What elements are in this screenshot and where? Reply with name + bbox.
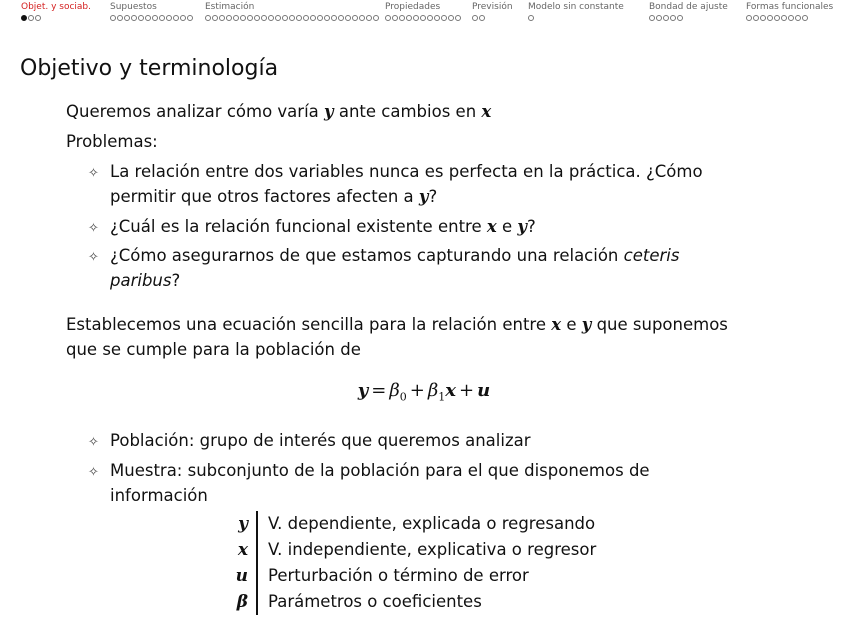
glossary-description: V. dependiente, explicada o regresando	[256, 511, 595, 537]
nav-dot[interactable]	[656, 15, 662, 21]
intro-pre: Queremos analizar cómo varía	[66, 102, 325, 121]
nav-section-estimacion[interactable]: Estimación	[205, 2, 255, 12]
nav-dot[interactable]	[746, 15, 752, 21]
glossary-row	[218, 537, 596, 563]
nav-dot[interactable]	[205, 15, 211, 21]
nav-dot[interactable]	[399, 15, 405, 21]
nav-dot[interactable]	[392, 15, 398, 21]
nav-dot[interactable]	[649, 15, 655, 21]
problem-2-var-x: x	[486, 217, 497, 236]
nav-section-propiedades[interactable]: Propiedades	[385, 2, 441, 12]
nav-section-objetivos[interactable]: Objet. y sociab.	[21, 2, 92, 12]
nav-dot[interactable]	[479, 15, 485, 21]
nav-dot[interactable]	[670, 15, 676, 21]
eq-beta1: β	[427, 380, 439, 401]
establish-post: que suponemos	[591, 315, 728, 334]
glossary-symbol: u	[235, 566, 248, 586]
muestra-line-1: Muestra: subconjunto de la población para el que disponemos de	[110, 461, 650, 480]
glossary-description: Perturbación o término de error	[256, 563, 529, 589]
nav-section-modelo-sin-constante[interactable]: Modelo sin constante	[528, 2, 624, 12]
nav-dot[interactable]	[406, 15, 412, 21]
glossary-row	[218, 563, 596, 589]
nav-dot[interactable]	[310, 15, 316, 21]
nav-section-bondad-de-ajuste[interactable]: Bondad de ajuste	[649, 2, 728, 12]
eq-y: y	[357, 380, 369, 401]
nav-dot[interactable]	[21, 15, 27, 21]
nav-dot[interactable]	[324, 15, 330, 21]
nav-dot[interactable]	[528, 15, 534, 21]
nav-dot[interactable]	[145, 15, 151, 21]
nav-dots-bondad-de-ajuste[interactable]	[649, 15, 684, 23]
nav-dot[interactable]	[296, 15, 302, 21]
problems-label: Problemas:	[66, 132, 158, 151]
nav-dot[interactable]	[677, 15, 683, 21]
poblacion-definition: Población: grupo de interés que queremos analizar	[110, 431, 531, 450]
nav-dot[interactable]	[282, 15, 288, 21]
regression-equation	[0, 380, 848, 404]
eq-equals: =	[371, 380, 387, 401]
nav-dot[interactable]	[753, 15, 759, 21]
problem-3-text: ¿Cómo asegurarnos de que estamos capturando una relación	[110, 246, 624, 265]
nav-section-supuestos[interactable]: Supuestos	[110, 2, 157, 12]
nav-dot[interactable]	[212, 15, 218, 21]
nav-dot[interactable]	[774, 15, 780, 21]
nav-dot[interactable]	[303, 15, 309, 21]
problem-1-post: ?	[428, 187, 438, 206]
establish-text: Establecemos una ecuación sencilla para la relación entre	[66, 315, 552, 334]
eq-plus-2: +	[459, 380, 475, 401]
nav-dot[interactable]	[352, 15, 358, 21]
variable-glossary	[218, 511, 596, 615]
section-navigation	[0, 0, 848, 32]
nav-dot[interactable]	[420, 15, 426, 21]
nav-dot[interactable]	[187, 15, 193, 21]
problem-2-post: ?	[526, 217, 536, 236]
glossary-description: Parámetros o coeficientes	[256, 589, 482, 615]
nav-dot[interactable]	[345, 15, 351, 21]
nav-dots-formas-funcionales[interactable]	[746, 15, 809, 23]
nav-dot[interactable]	[795, 15, 801, 21]
nav-dot[interactable]	[166, 15, 172, 21]
nav-dot[interactable]	[268, 15, 274, 21]
nav-dot[interactable]	[373, 15, 379, 21]
nav-dot[interactable]	[366, 15, 372, 21]
nav-dots-estimacion[interactable]	[205, 15, 380, 23]
nav-dot[interactable]	[35, 15, 41, 21]
nav-dot[interactable]	[124, 15, 130, 21]
nav-dot[interactable]	[427, 15, 433, 21]
problem-3-italic-ceteris: ceteris	[623, 246, 680, 265]
nav-dot[interactable]	[173, 15, 179, 21]
establish-line-2: que se cumple para la población de	[66, 340, 361, 359]
nav-dot[interactable]	[359, 15, 365, 21]
nav-dot[interactable]	[760, 15, 766, 21]
eq-u: u	[477, 380, 491, 401]
establish-line-1	[66, 315, 728, 334]
problem-1-line-1: La relación entre dos variables nunca es perfecta en la práctica. ¿Cómo	[110, 162, 703, 181]
glossary-description: V. independiente, explicativa o regresor	[256, 537, 596, 563]
nav-dot[interactable]	[434, 15, 440, 21]
establish-var-x: x	[551, 315, 562, 334]
nav-dot[interactable]	[138, 15, 144, 21]
nav-dot[interactable]	[226, 15, 232, 21]
bullet-icon: ✧	[88, 250, 99, 265]
nav-section-prevision[interactable]: Previsión	[472, 2, 513, 12]
problem-2-var-y: y	[517, 217, 527, 236]
nav-dot[interactable]	[233, 15, 239, 21]
problem-3-italic-paribus: paribus	[110, 271, 172, 290]
nav-dot[interactable]	[180, 15, 186, 21]
problem-2	[110, 217, 536, 236]
nav-dot[interactable]	[131, 15, 137, 21]
nav-dot[interactable]	[152, 15, 158, 21]
intro-var-y: y	[324, 102, 334, 121]
nav-dot[interactable]	[117, 15, 123, 21]
problem-1-text: permitir que otros factores afecten a	[110, 187, 419, 206]
problem-3-post: ?	[171, 271, 181, 290]
nav-dot[interactable]	[254, 15, 260, 21]
bullet-icon: ✧	[88, 465, 99, 480]
eq-plus-1: +	[409, 380, 425, 401]
nav-dot[interactable]	[110, 15, 116, 21]
nav-section-formas-funcionales[interactable]: Formas funcionales	[746, 2, 834, 12]
bullet-icon: ✧	[88, 166, 99, 181]
muestra-line-2: información	[110, 486, 208, 505]
nav-dot[interactable]	[802, 15, 808, 21]
problem-3-line-2	[110, 271, 180, 290]
nav-dot[interactable]	[385, 15, 391, 21]
nav-dot[interactable]	[767, 15, 773, 21]
nav-dots-supuestos[interactable]	[110, 15, 194, 23]
nav-dot[interactable]	[240, 15, 246, 21]
glossary-symbol: y	[238, 514, 248, 534]
glossary-symbol: β	[236, 592, 248, 612]
intro-text	[66, 102, 491, 121]
problem-1-var-y: y	[418, 187, 429, 206]
nav-dot[interactable]	[289, 15, 295, 21]
eq-x: x	[445, 380, 456, 401]
eq-beta0: β	[389, 380, 400, 401]
slide-title: Objetivo y terminología	[20, 56, 279, 81]
eq-beta0-sub: 0	[399, 390, 407, 404]
glossary-row	[218, 589, 596, 615]
nav-dot[interactable]	[28, 15, 34, 21]
nav-dot[interactable]	[275, 15, 281, 21]
intro-var-x: x	[481, 102, 492, 121]
nav-dot[interactable]	[441, 15, 447, 21]
bullet-icon: ✧	[88, 435, 99, 450]
establish-mid: e	[561, 315, 582, 334]
nav-dots-prevision[interactable]	[472, 15, 486, 23]
glossary-symbol: x	[237, 540, 248, 560]
nav-dots-propiedades[interactable]	[385, 15, 462, 23]
nav-dot[interactable]	[159, 15, 165, 21]
nav-dot[interactable]	[788, 15, 794, 21]
nav-dot[interactable]	[331, 15, 337, 21]
problem-3-line-1	[110, 246, 679, 265]
nav-dot[interactable]	[261, 15, 267, 21]
glossary-row	[218, 511, 596, 537]
nav-dot[interactable]	[338, 15, 344, 21]
intro-mid: ante cambios en	[333, 102, 482, 121]
nav-dot[interactable]	[247, 15, 253, 21]
nav-dot[interactable]	[413, 15, 419, 21]
problem-2-mid: e	[496, 217, 518, 236]
nav-dots-objetivos[interactable]	[21, 15, 42, 23]
problem-1-line-2	[110, 187, 437, 206]
nav-dot[interactable]	[663, 15, 669, 21]
establish-var-y: y	[581, 315, 592, 334]
nav-dots-modelo-sin-constante[interactable]	[528, 15, 535, 23]
nav-dot[interactable]	[781, 15, 787, 21]
bullet-icon: ✧	[88, 221, 99, 236]
nav-dot[interactable]	[472, 15, 478, 21]
eq-beta1-sub: 1	[438, 390, 446, 404]
nav-dot[interactable]	[448, 15, 454, 21]
nav-dot[interactable]	[219, 15, 225, 21]
nav-dot[interactable]	[455, 15, 461, 21]
nav-dot[interactable]	[317, 15, 323, 21]
problem-2-text: ¿Cuál es la relación funcional existente entre	[110, 217, 487, 236]
